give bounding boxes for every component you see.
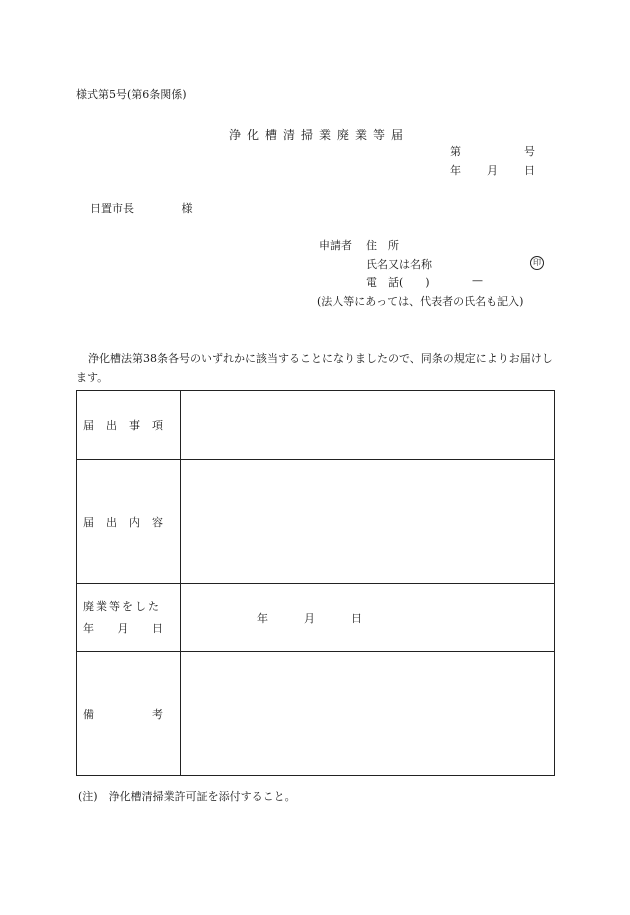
seal-icon: 印 xyxy=(530,256,544,270)
dai-label: 第 xyxy=(450,145,461,158)
sama-label: 様 xyxy=(181,202,193,215)
notice-content-field[interactable] xyxy=(181,460,555,584)
notice-matter-field[interactable] xyxy=(181,391,555,460)
label-char: 年 xyxy=(83,621,94,635)
notice-matter-label xyxy=(77,391,181,460)
label-char: 容 xyxy=(152,515,163,529)
label-char: 事 xyxy=(129,419,140,432)
label-char: 備 xyxy=(83,707,94,721)
label-char: 届 xyxy=(83,515,94,529)
remarks-label xyxy=(77,652,181,776)
footnote: (注) 浄化槽清掃業許可証を添付すること。 xyxy=(78,790,296,803)
table-row xyxy=(77,460,555,584)
closure-date-field[interactable] xyxy=(181,584,555,652)
date-line xyxy=(450,162,535,178)
form-number: 様式第5号(第6条関係) xyxy=(76,88,187,101)
closure-year-label: 年 xyxy=(257,611,268,625)
body-text: 浄化槽法第38条各号のいずれかに該当することになりましたので、同条の規定によりお届けします。 xyxy=(76,352,553,384)
closure-day-label: 日 xyxy=(351,611,362,625)
label-char: 届 xyxy=(83,419,94,432)
applicant-note: (法人等にあっては、代表者の氏名も記入) xyxy=(317,295,524,308)
addressee xyxy=(90,200,193,216)
name-label: 氏名又は名称 xyxy=(366,258,432,271)
label-char: 月 xyxy=(117,621,129,635)
closure-date-label-line1: 廃業等をした xyxy=(83,599,161,613)
address-label: 住 所 xyxy=(366,239,399,252)
table-row xyxy=(77,652,555,776)
mayor-label: 日置市長 xyxy=(90,202,134,215)
label-char: 出 xyxy=(106,515,117,529)
notice-content-label xyxy=(77,460,181,584)
label-char: 考 xyxy=(152,707,163,721)
label-char: 内 xyxy=(129,515,140,529)
phone-dash: — xyxy=(472,274,483,287)
page-title: 浄化槽清掃業廃業等届 xyxy=(229,128,410,142)
go-label: 号 xyxy=(524,145,535,158)
table-row xyxy=(77,584,555,652)
applicant-label: 申請者 xyxy=(319,239,352,252)
number-line xyxy=(450,143,535,159)
label-char: 日 xyxy=(152,621,163,635)
phone-label: 電 話( ) xyxy=(366,276,430,289)
remarks-field[interactable] xyxy=(181,652,555,776)
closure-date-label xyxy=(77,584,181,652)
table-row xyxy=(77,391,555,460)
month-label: 月 xyxy=(487,164,498,177)
closure-month-label: 月 xyxy=(304,611,315,625)
notification-table xyxy=(76,390,555,776)
label-char: 項 xyxy=(152,419,163,432)
day-label: 日 xyxy=(524,164,535,177)
year-label: 年 xyxy=(450,164,461,177)
label-char: 出 xyxy=(106,419,117,432)
